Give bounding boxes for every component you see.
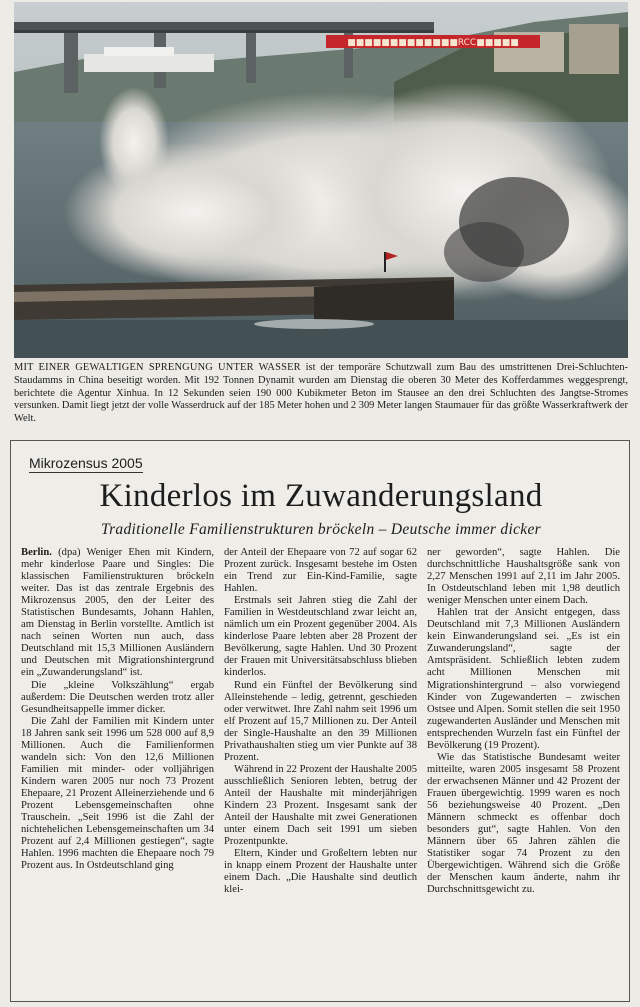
banner-text: ■■■■■■■■■■■■■RCC■■■■■ bbox=[347, 38, 519, 48]
paragraph: Während in 22 Prozent der Haushalte 2005 ausschließlich Senioren lebten, betrug der Anteil der Haushalte mit minderjährigen Kindern 23 Prozent. Insgesamt sank der Anteil der Haushalte mit zwei Generationen unter einem Dach seit 1991 um sieben Prozentpunkte. bbox=[224, 763, 417, 848]
dateline: Berlin. bbox=[21, 547, 52, 558]
article-column-3 bbox=[427, 547, 620, 896]
paragraph: Eltern, Kinder und Großeltern lebten nur in knapp einem Prozent der Haushalte unter einem Dach. „Die Haushalte sind deutlich klei- bbox=[224, 848, 417, 896]
photo-caption bbox=[14, 362, 628, 426]
article-kicker: Mikrozensus 2005 bbox=[29, 455, 143, 471]
paragraph: ner geworden“, sagte Hahlen. Die durchschnittliche Haushaltsgröße sank von 2,27 Menschen 1991 auf 2,11 im Jahr 2005. In Ostdeutschland leben mit 1,98 deutlich weniger Menschen unter einem Dach. bbox=[427, 547, 620, 607]
article-subhead: Traditionelle Familienstrukturen bröckeln – Deutsche immer dicker bbox=[101, 521, 541, 538]
caption-text: ist der temporäre Schutzwall zum Bau des umstrittenen Drei-Schluchten-Staudamms in China beseitigt worden. Mit 192 Tonnen Dynamit wurden am Dienstag die oberen 30 Meter des Kofferdammes weggesprengt, berichtete die Agentur Xinhua. In 12 Sekunden seien 190 000 Kubikmeter Beton im Stausee an den drei Schluchten des Jangtse-Stromes versunken. Damit liegt jetzt der volle Wasserdruck auf der 185 Meter hohen und 2 309 Meter langen Staumauer für das größte Wasserkraftwerk der Welt. bbox=[14, 362, 628, 425]
explosion-photo-illustration bbox=[14, 2, 628, 358]
paragraph: Hahlen trat der Ansicht entgegen, dass Deutschland mit 7,3 Millionen Ausländern kein Einwanderungsland sei. „Es ist ein Zuwanderungsland“, sagte der Amtspräsident. Schließlich lebten zudem acht Millionen Menschen mit Migrationshintergrund – also vorwiegend Kinder von Zugewanderten – zwischen Ostsee und Alpen. Somit stellen die seit 1950 zugewanderten Ausländer und Menschen mit entsprechenden Wurzeln fast ein Fünftel der Bevölkerung (19 Prozent). bbox=[427, 607, 620, 751]
news-photo-dam-explosion bbox=[14, 2, 628, 358]
caption-lead: MIT EINER GEWALTIGEN SPRENGUNG UNTER WASSER bbox=[14, 362, 301, 373]
paragraph: Wie das Statistische Bundesamt weiter mitteilte, waren 2005 insgesamt 58 Prozent der erwachsenen Männer und 42 Prozent der Frauen übergewichtig. 1999 waren es noch 56 beziehungsweise 40 Prozent. „Den Männern schmeckt es offenbar doch besonders gut“, sagte Hahlen. Von den Männern über 65 Jahren zählen die Statistiker sogar 74 Prozent zu den Übergewichtigen. Während sich die Größe der Menschen kaum änderte, nahm ihr Durchschnittsgewicht zu. bbox=[427, 751, 620, 896]
paragraph: Erstmals seit Jahren stieg die Zahl der Familien in Westdeutschland zwar leicht an, nämlich um ein Prozent gegenüber 2004. Als kinderlose Paare lebten aber 28 Prozent der Bevölkerung, sagte Hahlen. Und 30 Prozent der Frauen mit Universitätsabschluss blieben kinderlos. bbox=[224, 595, 417, 679]
paragraph: der Anteil der Ehepaare von 72 auf sogar 62 Prozent zurück. Insgesamt bestehe im Osten ein Trend zur Ein-Kind-Familie, sagte Hahlen. bbox=[224, 547, 417, 595]
article-body bbox=[21, 547, 621, 896]
paragraph: Berlin. (dpa) Weniger Ehen mit Kindern, mehr kinderlose Paare und Singles: Die klassischen Familienstrukturen bröckeln weiter. Das ist das zentrale Ergebnis des Mikrozensus 2005, den der Leiter des Statistischen Bundesamts, Johann Hahlen, am Dienstag in Berlin vorstellte. Amtlich ist nach seinen Worten nun auch, dass Deutschland mit 15,3 Millionen Ausländern und Deutschen mit Migrationshintergrund ein „Zuwanderungsland“ ist. bbox=[21, 547, 214, 679]
paragraph: Rund ein Fünftel der Bevölkerung sind Alleinstehende – ledig, getrennt, geschieden oder verwitwet. Ihre Zahl nahm seit 1996 um elf Prozent auf 15,7 Millionen zu. Der Anteil der Single-Haushalte an den 39 Millionen Privathaushalten stieg um vier Punkte auf 38 Prozent. bbox=[224, 679, 417, 763]
article-box bbox=[10, 440, 630, 1002]
paragraph: Die Zahl der Familien mit Kindern unter 18 Jahren sank seit 1996 um 528 000 auf 8,9 Millionen. Auch die Familienformen wandeln sich: Von den 12,6 Millionen Familien mit minder- oder volljährigen Kindern waren 2005 nur noch 73 Prozent Ehepaare, 21 Prozent Alleinerziehende und 6 Prozent Lebensgemeinschaften ohne Trauschein. „Seit 1996 ist die Zahl der nichtehelichen Lebensgemeinschaften um 34 Prozent auf 2,4 Millionen gestiegen“, sagte Hahlen. 1996 machten die Ehepaare noch 79 Prozent aus. In Ostdeutschland ging bbox=[21, 715, 214, 872]
article-column-2 bbox=[224, 547, 417, 896]
article-column-1 bbox=[21, 547, 214, 896]
paragraph: Die „kleine Volkszählung“ ergab außerdem: Die Deutschen werden trotz aller Gesundheitsappelle immer dicker. bbox=[21, 679, 214, 715]
article-headline: Kinderlos im Zuwanderungsland bbox=[99, 478, 543, 514]
